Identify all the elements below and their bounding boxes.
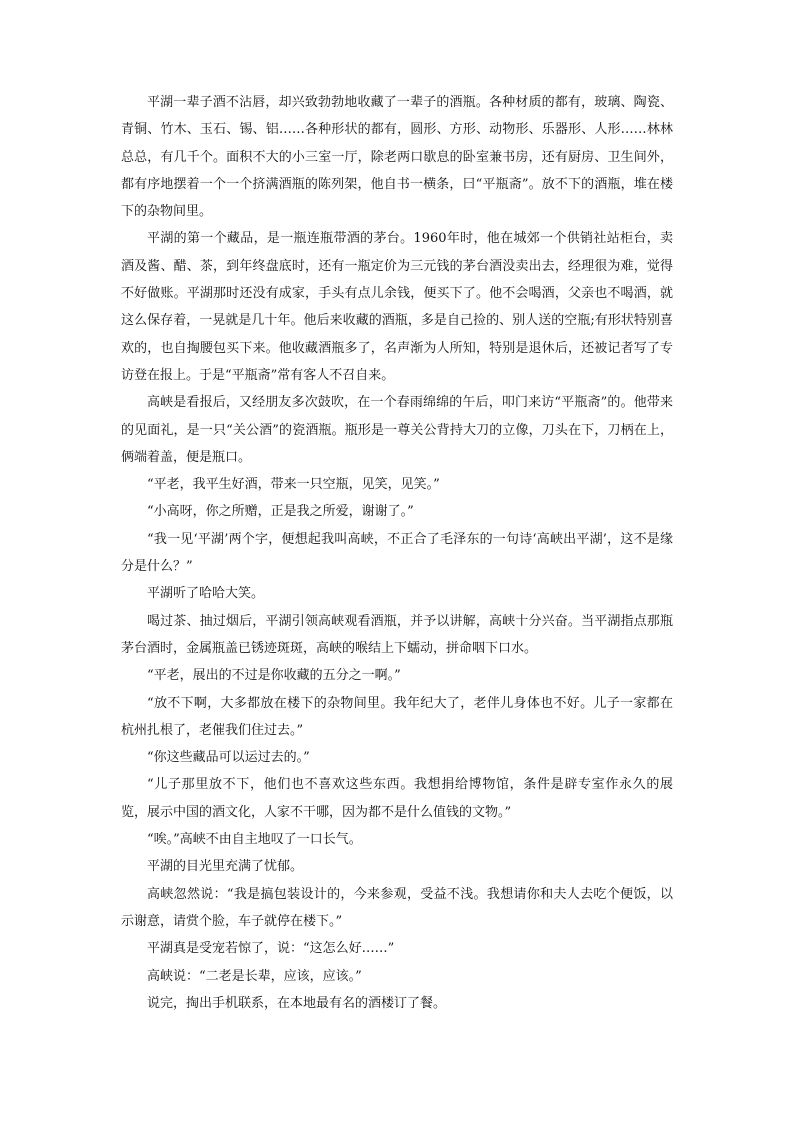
story-text [121, 89, 673, 1017]
paragraph-17: 高峡说：“二老是长辈，应该，应该。” [147, 968, 362, 984]
paragraph-3: 高峡是看报后，又经朋友多次鼓吹，在一个春雨绵绵的午后，叩门来访“平瓶斋”的。他带来的见面礼，是一只“关公酒”的瓷酒瓶。瓶形是一尊关公背持大刀的立像，刀头在下，刀柄在上，俩端着盖，便是瓶口。 [121, 395, 673, 465]
paragraph-15: 高峡忽然说：“我是搞包装设计的，今来参观，受益不浅。我想请你和夫人去吃个便饭，以示谢意，请赏个脸，车子就停在楼下。” [121, 886, 673, 929]
paragraph-11: “你这些藏品可以运过去的。” [147, 750, 310, 766]
paragraph-10: “放不下啊，大多都放在楼下的杂物间里。我年纪大了，老伴儿身体也不好。儿子一家都在杭州扎根了，老催我们住过去。” [121, 695, 673, 738]
paragraph-12: “儿子那里放不下，他们也不喜欢这些东西。我想捐给博物馆，条件是辟专室作永久的展览，展示中国的酒文化，人家不干哪，因为都不是什么值钱的文物。” [121, 777, 673, 820]
paragraph-18: 说完，掏出手机联系，在本地最有名的酒楼订了餐。 [147, 995, 447, 1011]
paragraph-14: 平湖的目光里充满了忧郁。 [147, 859, 304, 875]
paragraph-6: “我一见‘平湖’两个字，便想起我叫高峡，不正合了毛泽东的一句诗‘高峡出平湖’，这不是缘分是什么？” [121, 531, 673, 575]
paragraph-5: “小高呀，你之所赠，正是我之所爱，谢谢了。” [147, 504, 414, 520]
paragraph-2: 平湖的第一个藏品，是一瓶连瓶带酒的茅台。1960年时，他在城郊一个供销社站柜台，卖酒及酱、醋、茶，到年终盘底时，还有一瓶定价为三元钱的茅台酒没卖出去，经理很为难，觉得不好做账。平湖那时还没有成家，手头有点儿余钱，便买下了。他不会喝酒，父亲也不喝酒，就这么保存着，一晃就是几十年。他后来收藏的酒瓶，多是自己捡的、别人送的空瓶;有形状特别喜欢的，也自掏腰包买下来。他收藏酒瓶多了，名声渐为人所知，特别是退休后，还被记者写了专访登在报上。于是“平瓶斋”常有客人不召自来。 [121, 231, 673, 383]
paragraph-7: 平湖听了哈哈大笑。 [147, 586, 265, 602]
paragraph-4: “平老，我平生好酒，带来一只空瓶，见笑，见笑。” [147, 477, 440, 493]
paragraph-13: “唉。”高峡不由自主地叹了一口长气。 [147, 832, 362, 848]
paragraph-16: 平湖真是受宠若惊了，说：“这怎么好……” [147, 941, 395, 957]
paragraph-9: “平老，展出的不过是你收藏的五分之一啊。” [147, 668, 401, 684]
paragraph-1: 平湖一辈子酒不沾唇，却兴致勃勃地收藏了一辈子的酒瓶。各种材质的都有，玻璃、陶瓷、青铜、竹木、玉石、锡、铝……各种形状的都有，圆形、方形、动物形、乐器形、人形……林林总总，有几千个。面积不大的小三室一厅，除老两口歇息的卧室兼书房，还有厨房、卫生间外，都有序地摆着一个一个挤满酒瓶的陈列架，他自书一横条，曰“平瓶斋”。放不下的酒瓶，堆在楼下的杂物间里。 [121, 95, 673, 220]
paragraph-8: 喝过茶、抽过烟后，平湖引领高峡观看酒瓶，并予以讲解，高峡十分兴奋。当平湖指点那瓶茅台酒时，金属瓶盖已锈迹斑斑，高峡的喉结上下蠕动，拼命咽下口水。 [121, 613, 673, 656]
